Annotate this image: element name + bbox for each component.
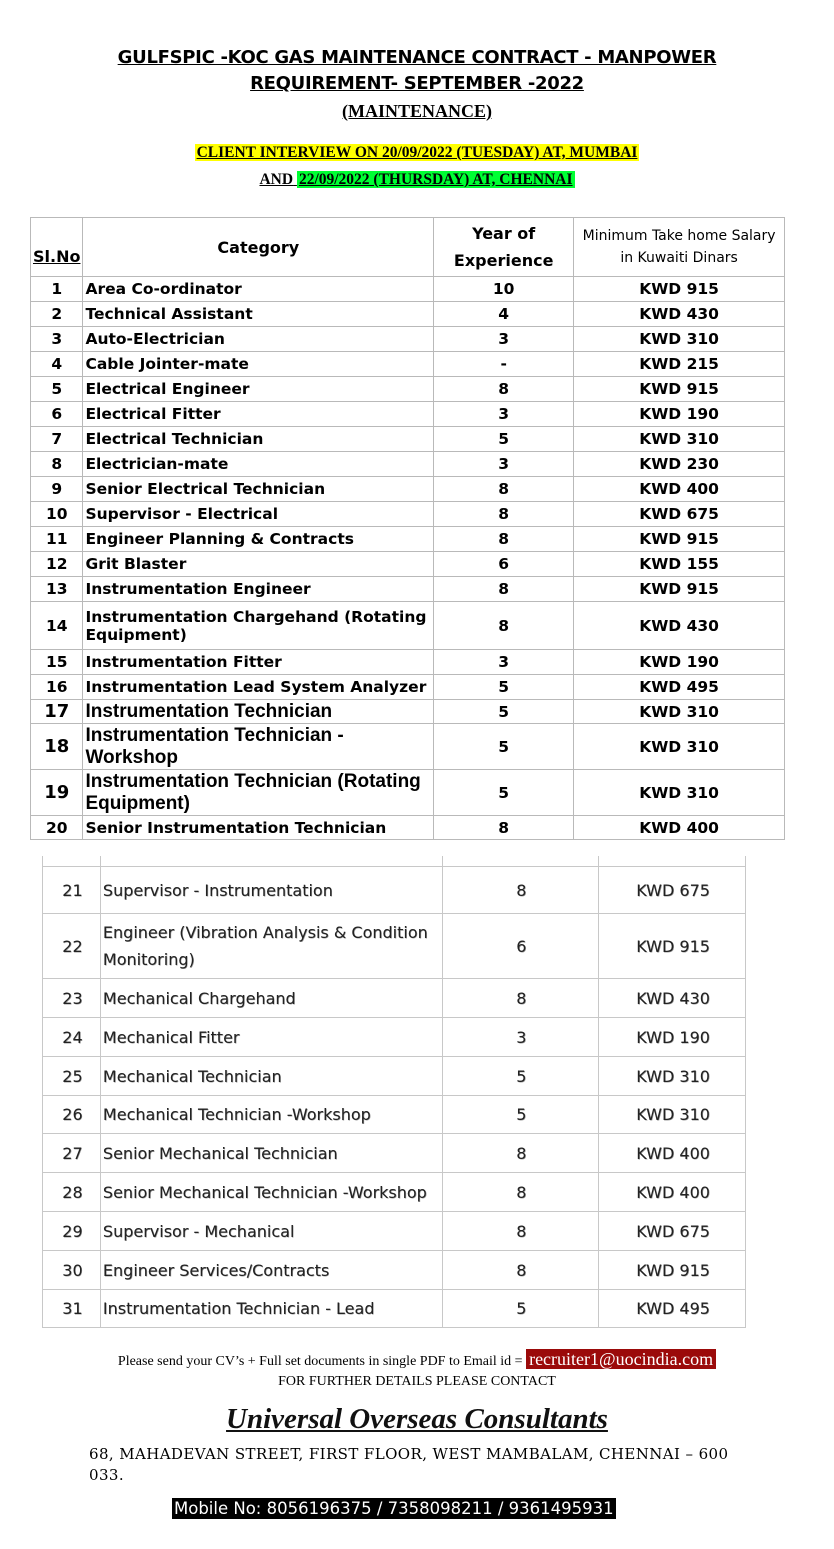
table-row (31, 675, 785, 700)
table-row (31, 277, 785, 302)
row-salary: KWD 310 (599, 1096, 746, 1134)
row-category: Grit Blaster (83, 552, 434, 577)
row-category: Mechanical Technician (100, 1057, 442, 1096)
row-salary: KWD 310 (599, 1057, 746, 1096)
row-experience: 5 (434, 427, 574, 452)
row-category: Supervisor - Instrumentation (100, 867, 442, 914)
row-slno: 17 (31, 700, 83, 724)
row-experience: 8 (442, 1134, 599, 1173)
row-slno: 2 (31, 302, 83, 327)
row-slno: 25 (43, 1057, 101, 1096)
row-slno: 30 (43, 1251, 101, 1290)
title-line-1: GULFSPIC -KOC GAS MAINTENANCE CONTRACT - MANPOWER (117, 47, 717, 68)
row-category: Supervisor - Electrical (83, 502, 434, 527)
table-row (31, 502, 785, 527)
row-category: Engineer Services/Contracts (100, 1251, 442, 1290)
manpower-table-1 (30, 217, 785, 840)
row-category: Electrical Technician (83, 427, 434, 452)
row-slno: 9 (31, 477, 83, 502)
row-category: Mechanical Fitter (100, 1018, 442, 1057)
row-slno: 8 (31, 452, 83, 477)
row-experience: 8 (442, 867, 599, 914)
row-salary: KWD 400 (574, 477, 785, 502)
row-experience: 8 (434, 577, 574, 602)
row-category: Instrumentation Fitter (83, 650, 434, 675)
row-salary: KWD 400 (574, 816, 785, 840)
row-salary: KWD 310 (574, 724, 785, 770)
row-slno: 1 (31, 277, 83, 302)
row-experience: 5 (434, 675, 574, 700)
table-row (43, 1096, 746, 1134)
row-salary: KWD 915 (574, 377, 785, 402)
table-header-row (31, 218, 785, 277)
table-row (31, 352, 785, 377)
row-salary: KWD 190 (599, 1018, 746, 1057)
row-experience: 8 (442, 1173, 599, 1212)
table-row (43, 867, 746, 914)
row-salary: KWD 190 (574, 650, 785, 675)
row-experience: 3 (434, 452, 574, 477)
table-row (43, 979, 746, 1018)
row-slno: 22 (43, 914, 101, 979)
row-slno: 7 (31, 427, 83, 452)
row-experience: 5 (434, 724, 574, 770)
title-line-2: REQUIREMENT- SEPTEMBER -2022 (250, 73, 584, 94)
row-slno: 3 (31, 327, 83, 352)
row-salary: KWD 495 (574, 675, 785, 700)
row-category: Auto-Electrician (83, 327, 434, 352)
row-category: Senior Electrical Technician (83, 477, 434, 502)
row-salary: KWD 675 (574, 502, 785, 527)
table-row (31, 724, 785, 770)
row-category: Engineer (Vibration Analysis & Condition Monitoring) (100, 914, 442, 979)
row-salary: KWD 215 (574, 352, 785, 377)
row-slno: 4 (31, 352, 83, 377)
table-row (31, 650, 785, 675)
row-experience: 8 (434, 477, 574, 502)
row-salary: KWD 675 (599, 867, 746, 914)
table-row (43, 1057, 746, 1096)
row-slno: 27 (43, 1134, 101, 1173)
row-experience: 3 (434, 650, 574, 675)
row-category: Mechanical Chargehand (100, 979, 442, 1018)
row-salary: KWD 400 (599, 1173, 746, 1212)
row-salary: KWD 230 (574, 452, 785, 477)
row-salary: KWD 915 (574, 577, 785, 602)
table-row (31, 602, 785, 650)
row-experience: - (434, 352, 574, 377)
row-salary: KWD 310 (574, 327, 785, 352)
interview-line-2 (0, 171, 834, 189)
row-experience: 3 (442, 1018, 599, 1057)
row-slno: 13 (31, 577, 83, 602)
row-category: Mechanical Technician -Workshop (100, 1096, 442, 1134)
row-experience: 5 (434, 770, 574, 816)
row-slno: 18 (31, 724, 83, 770)
row-salary: KWD 430 (599, 979, 746, 1018)
row-slno: 20 (31, 816, 83, 840)
row-category: Cable Jointer-mate (83, 352, 434, 377)
table-row (31, 577, 785, 602)
row-salary: KWD 915 (574, 277, 785, 302)
row-category: Instrumentation Technician - Workshop (83, 724, 434, 770)
row-salary: KWD 495 (599, 1290, 746, 1328)
mobile-numbers: Mobile No: 8056196375 / 7358098211 / 9361495931 (174, 1499, 614, 1518)
row-salary: KWD 400 (599, 1134, 746, 1173)
row-experience: 8 (434, 816, 574, 840)
table-row (31, 427, 785, 452)
send-cv-line (0, 1349, 834, 1370)
row-salary: KWD 310 (574, 770, 785, 816)
table-row (43, 1251, 746, 1290)
row-slno: 26 (43, 1096, 101, 1134)
row-salary: KWD 310 (574, 427, 785, 452)
send-cv-text: Please send your CV’s + Full set documents in single PDF to Email id = (117, 1354, 527, 1369)
company-name: Universal Overseas Consultants (226, 1403, 608, 1435)
header-slno: Sl.No (31, 218, 83, 277)
row-category: Senior Mechanical Technician (100, 1134, 442, 1173)
table-row (31, 477, 785, 502)
row-experience: 8 (434, 602, 574, 650)
row-category: Area Co-ordinator (83, 277, 434, 302)
row-salary: KWD 430 (574, 602, 785, 650)
table-row (43, 1134, 746, 1173)
row-experience: 8 (442, 1212, 599, 1251)
table-row (43, 914, 746, 979)
row-slno: 11 (31, 527, 83, 552)
table-row (43, 1018, 746, 1057)
row-experience: 8 (434, 377, 574, 402)
header-salary: Minimum Take home Salary in Kuwaiti Dinars (574, 218, 785, 277)
interview-mumbai: CLIENT INTERVIEW ON 20/09/2022 (TUESDAY) AT, MUMBAI (196, 144, 638, 161)
row-experience: 6 (442, 914, 599, 979)
row-slno: 28 (43, 1173, 101, 1212)
table-row (31, 327, 785, 352)
row-salary: KWD 155 (574, 552, 785, 577)
row-experience: 4 (434, 302, 574, 327)
row-category: Instrumentation Engineer (83, 577, 434, 602)
table-row (43, 1212, 746, 1251)
row-slno: 14 (31, 602, 83, 650)
row-category: Electrical Fitter (83, 402, 434, 427)
row-slno: 23 (43, 979, 101, 1018)
row-slno: 12 (31, 552, 83, 577)
row-experience: 8 (434, 527, 574, 552)
row-category: Instrumentation Technician (Rotating Equipment) (83, 770, 434, 816)
table-row (31, 402, 785, 427)
row-category: Electrical Engineer (83, 377, 434, 402)
row-slno: 6 (31, 402, 83, 427)
row-experience: 5 (442, 1057, 599, 1096)
email-address[interactable]: recruiter1@uocindia.com (526, 1349, 716, 1369)
row-category: Instrumentation Technician - Lead (100, 1290, 442, 1328)
row-category: Senior Mechanical Technician -Workshop (100, 1173, 442, 1212)
table-row (31, 377, 785, 402)
table-row (31, 770, 785, 816)
row-slno: 24 (43, 1018, 101, 1057)
row-slno: 29 (43, 1212, 101, 1251)
row-salary: KWD 915 (599, 914, 746, 979)
row-category: Electrician-mate (83, 452, 434, 477)
table-row (31, 527, 785, 552)
row-experience: 3 (434, 402, 574, 427)
interview-and: AND (259, 171, 294, 188)
row-experience: 8 (434, 502, 574, 527)
header-category: Category (83, 218, 434, 277)
row-experience: 8 (442, 979, 599, 1018)
row-experience: 5 (442, 1290, 599, 1328)
row-category: Instrumentation Technician (83, 700, 434, 724)
table-row (31, 552, 785, 577)
table-row (31, 452, 785, 477)
row-experience: 5 (434, 700, 574, 724)
manpower-table-2 (42, 856, 746, 1328)
table-row (31, 302, 785, 327)
row-slno: 15 (31, 650, 83, 675)
row-salary: KWD 915 (599, 1251, 746, 1290)
row-experience: 8 (442, 1251, 599, 1290)
row-category: Senior Instrumentation Technician (83, 816, 434, 840)
row-salary: KWD 310 (574, 700, 785, 724)
row-experience: 5 (442, 1096, 599, 1134)
table-row (43, 1173, 746, 1212)
company-address: 68, MAHADEVAN STREET, FIRST FLOOR, WEST MAMBALAM, CHENNAI – 600 033. (89, 1445, 729, 1484)
row-category: Instrumentation Chargehand (Rotating Equipment) (83, 602, 434, 650)
row-category: Technical Assistant (83, 302, 434, 327)
row-salary: KWD 675 (599, 1212, 746, 1251)
row-category: Instrumentation Lead System Analyzer (83, 675, 434, 700)
table-row (31, 700, 785, 724)
row-salary: KWD 430 (574, 302, 785, 327)
interview-line-1 (0, 144, 834, 162)
row-slno: 19 (31, 770, 83, 816)
contact-line: FOR FURTHER DETAILS PLEASE CONTACT (278, 1374, 556, 1389)
row-slno: 31 (43, 1290, 101, 1328)
row-salary: KWD 190 (574, 402, 785, 427)
table-row (31, 816, 785, 840)
subtitle: (MAINTENANCE) (342, 101, 492, 121)
row-experience: 3 (434, 327, 574, 352)
row-salary: KWD 915 (574, 527, 785, 552)
row-slno: 21 (43, 867, 101, 914)
table-row (43, 1290, 746, 1328)
row-experience: 6 (434, 552, 574, 577)
header-experience: Year of Experience (434, 218, 574, 277)
row-category: Supervisor - Mechanical (100, 1212, 442, 1251)
interview-chennai: 22/09/2022 (THURSDAY) AT, CHENNAI (298, 171, 573, 188)
row-slno: 10 (31, 502, 83, 527)
row-slno: 5 (31, 377, 83, 402)
row-experience: 10 (434, 277, 574, 302)
table-top-spacer (43, 856, 746, 867)
row-slno: 16 (31, 675, 83, 700)
row-category: Engineer Planning & Contracts (83, 527, 434, 552)
